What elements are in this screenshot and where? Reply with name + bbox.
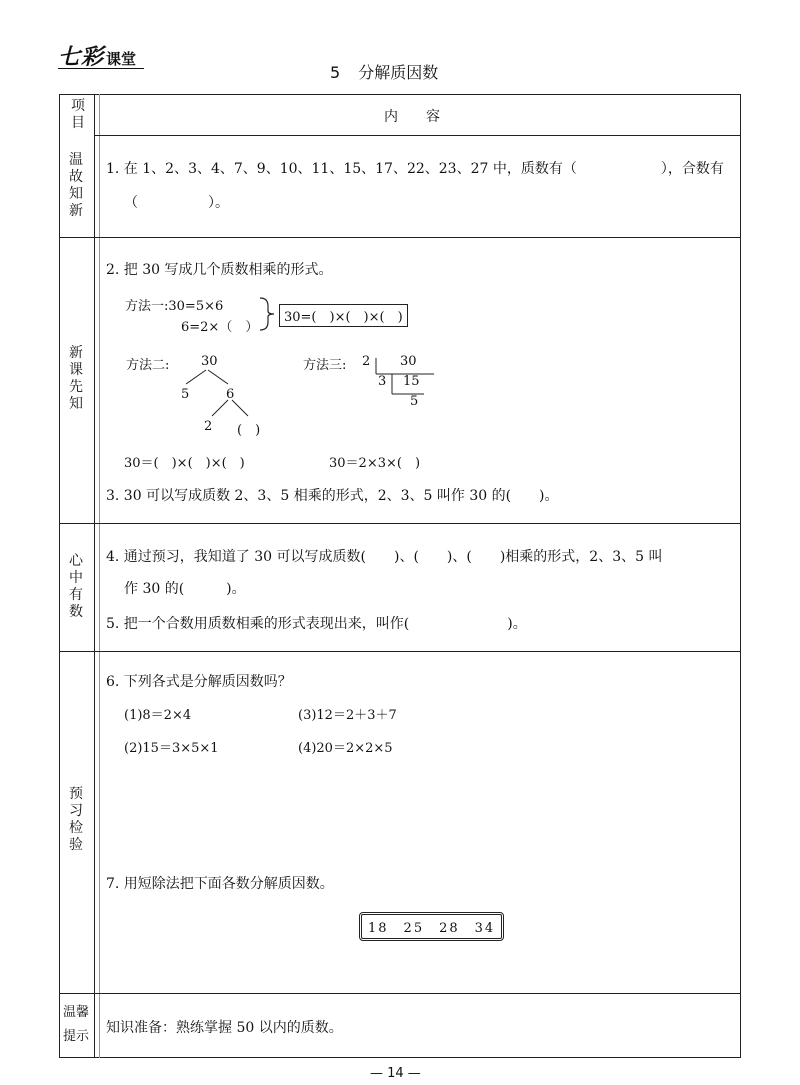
section-label-review: 温 故 知 新 — [69, 152, 83, 219]
section-label-check: 预 习 检 验 — [69, 786, 83, 853]
method1-result-box: 30=( )×( )×( ) — [279, 304, 408, 327]
div-dividend-1: 30 — [400, 354, 417, 369]
method3-label: 方法三: — [303, 358, 347, 373]
lesson-number: 5 — [330, 63, 341, 82]
tip-text: 知识准备：熟练掌握 50 以内的质数。 — [106, 1020, 343, 1036]
q1-line1: 1. 在 1、2、3、4、7、9、10、11、15、17、22、23、27 中，质数有（ ），合数有 — [106, 161, 724, 177]
tree-left: 5 — [181, 387, 190, 402]
column-divider-inner — [99, 94, 100, 1058]
q6-item-4: (4)20＝2×2×5 — [298, 741, 393, 756]
lesson-title: 分解质因数 — [358, 63, 439, 82]
q5-text: 5. 把一个合数用质数相乘的形式表现出来，叫作( )。 — [106, 616, 527, 632]
section-divider-1 — [59, 237, 741, 238]
brand-logo — [58, 40, 136, 71]
q7-prompt: 7. 用短除法把下面各数分解质因数。 — [106, 876, 334, 892]
section-divider-2 — [59, 523, 741, 524]
method2-label: 方法二: — [126, 358, 170, 373]
div-divisor-1: 2 — [362, 354, 371, 369]
section-divider-3 — [59, 651, 741, 652]
tree-root: 30 — [201, 354, 218, 369]
section-divider-4 — [59, 993, 741, 994]
q4-line2: 作 30 的( )。 — [124, 581, 246, 597]
brand-sub: 课堂 — [106, 50, 137, 68]
q6-item-3: (3)12＝2＋3＋7 — [298, 708, 397, 723]
method1-line2: 6=2×（ ） — [181, 320, 259, 335]
col-content-header: 内 容 — [384, 109, 440, 125]
q2-prompt: 2. 把 30 写成几个质数相乘的形式。 — [106, 262, 333, 278]
q4-line1: 4. 通过预习，我知道了 30 可以写成质数( )、( )、( )相乘的形式，2、3、5 叫 — [106, 549, 663, 565]
page-title — [330, 60, 438, 83]
section-label-mind: 心 中 有 数 — [69, 553, 83, 620]
section-label-tip: 温馨 提示 — [62, 1005, 89, 1044]
division-result: 30＝2×3×( ) — [329, 456, 421, 471]
tree-bottom-right: ( ) — [237, 423, 261, 438]
brand-underline — [58, 68, 144, 69]
div-dividend-2: 15 — [403, 374, 420, 389]
section-label-new: 新 课 先 知 — [69, 345, 83, 412]
brand-name: 七彩 — [58, 45, 105, 70]
method1-line1: 方法一:30=5×6 — [125, 299, 224, 314]
header-row-divider — [94, 135, 741, 136]
q1-line2: （ ）。 — [124, 195, 229, 211]
q6-item-2: (2)15＝3×5×1 — [124, 741, 219, 756]
column-divider — [94, 94, 95, 1058]
tree-mid: 6 — [226, 387, 235, 402]
page-number: — 14 — — [370, 1066, 421, 1081]
tree-result: 30＝( )×( )×( ) — [124, 456, 245, 471]
short-division-lines — [370, 354, 440, 398]
tree-bottom-left: 2 — [204, 419, 213, 434]
q3-text: 3. 30 可以写成质数 2、3、5 相乘的形式，2、3、5 叫作 30 的( )。 — [106, 488, 559, 504]
q6-prompt: 6. 下列各式是分解质因数吗？ — [106, 674, 292, 690]
q6-item-1: (1)8＝2×4 — [124, 708, 192, 723]
q7-number-box: 18 25 28 34 — [359, 912, 504, 941]
col-item-header: 项目 — [71, 98, 85, 131]
div-divisor-2: 3 — [378, 374, 387, 389]
brace-icon — [256, 296, 280, 332]
div-quotient: 5 — [410, 394, 419, 409]
